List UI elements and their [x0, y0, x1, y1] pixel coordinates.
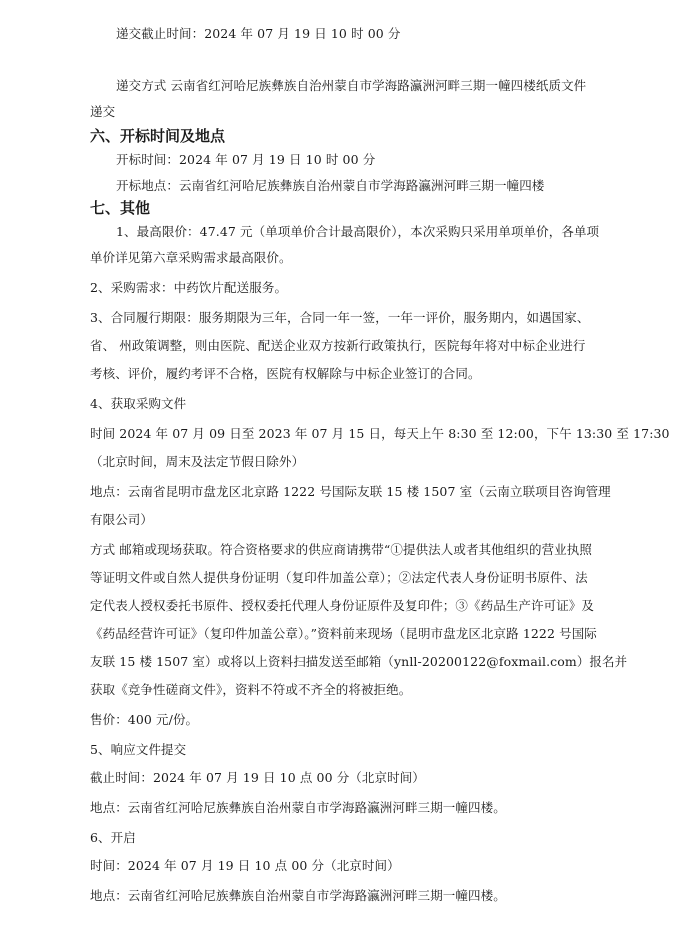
opening-heading: 6、开启 — [90, 830, 136, 845]
section-heading-opening: 六、开标时间及地点 — [90, 127, 226, 145]
obtain-method: 方式 邮箱或现场获取。符合资格要求的供应商请携带“①提供法人或者其他组织的营业执照 — [90, 542, 592, 557]
submission-deadline: 递交截止时间：2024 年 07 月 19 日 10 时 00 分 — [116, 26, 401, 41]
opening-time-2: 时间：2024 年 07 月 19 日 10 点 00 分（北京时间） — [90, 858, 400, 873]
procurement-demand: 2、采购需求：中药饮片配送服务。 — [90, 280, 288, 295]
obtain-method-cont-2: 定代表人授权委托书原件、授权委托代理人身份证原件及复印件；③《药品生产许可证》及 — [90, 598, 595, 613]
opening-location: 开标地点：云南省红河哈尼族彝族自治州蒙自市学海路瀛洲河畔三期一幢四楼 — [116, 178, 545, 193]
max-price-cont: 单价详见第六章采购需求最高限价。 — [90, 250, 292, 265]
obtain-location-cont: 有限公司） — [90, 512, 154, 527]
opening-time: 开标时间：2024 年 07 月 19 日 10 时 00 分 — [116, 152, 376, 167]
obtain-location: 地点：云南省昆明市盘龙区北京路 1222 号国际友联 15 楼 1507 室（云南立联项目咨询管理 — [90, 484, 611, 499]
response-submission-heading: 5、响应文件提交 — [90, 742, 187, 757]
response-deadline: 截止时间：2024 年 07 月 19 日 10 点 00 分（北京时间） — [90, 770, 425, 785]
contract-term-cont-2: 考核、评价，履约考评不合格，医院有权解除与中标企业签订的合同。 — [90, 366, 481, 381]
obtain-docs-heading: 4、获取采购文件 — [90, 396, 187, 411]
obtain-method-cont-4: 友联 15 楼 1507 室）或将以上资料扫描发送至邮箱（ynll-20200122@foxmail.com）报名并 — [90, 654, 628, 669]
obtain-method-cont-1: 等证明文件或自然人提供身份证明（复印件加盖公章）；②法定代表人身份证明书原件、法 — [90, 570, 588, 585]
submission-method-cont: 递交 — [90, 104, 116, 119]
contract-term: 3、合同履行期限：服务期限为三年，合同一年一签，一年一评价，服务期内，如遇国家、 — [90, 310, 590, 325]
section-heading-other: 七、其他 — [90, 199, 151, 217]
obtain-method-cont-3: 《药品经营许可证》（复印件加盖公章）。”资料前来现场（昆明市盘龙区北京路 1222 号国际 — [90, 626, 597, 641]
response-location: 地点：云南省红河哈尼族彝族自治州蒙自市学海路瀛洲河畔三期一幢四楼。 — [90, 800, 506, 815]
obtain-time: 时间 2024 年 07 月 09 日至 2023 年 07 月 15 日，每天上午 8:30 至 12:00，下午 13:30 至 17:30 — [90, 426, 670, 441]
max-price: 1、最高限价：47.47 元（单项单价合计最高限价），本次采购只采用单项单价，各单项 — [116, 224, 600, 239]
price: 售价：400 元/份。 — [90, 712, 199, 727]
opening-location-2: 地点：云南省红河哈尼族彝族自治州蒙自市学海路瀛洲河畔三期一幢四楼。 — [90, 888, 506, 903]
obtain-time-cont: （北京时间，周末及法定节假日除外） — [90, 454, 305, 469]
contract-term-cont-1: 省、 州政策调整，则由医院、配送企业双方按新行政策执行，医院每年将对中标企业进行 — [90, 338, 586, 353]
submission-method: 递交方式 云南省红河哈尼族彝族自治州蒙自市学海路瀛洲河畔三期一幢四楼纸质文件 — [116, 78, 587, 93]
obtain-method-cont-5: 获取《竞争性磋商文件》，资料不符或不齐全的将被拒绝。 — [90, 682, 412, 697]
